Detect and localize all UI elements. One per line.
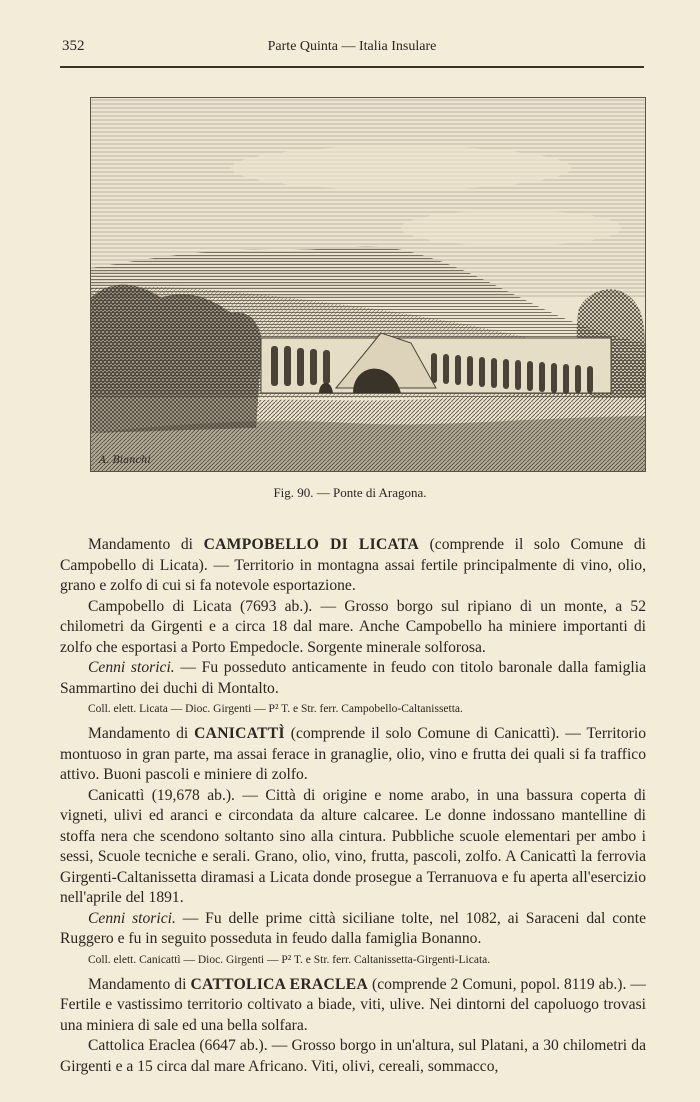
text-span: (comprende il solo Comune di Campobello di Licata). — Territorio in montagna assai fertile principalmente di vino, olio, grano e zolfo di cui si fa notevole esportazione. bbox=[60, 536, 646, 594]
paragraph-campobello-mandamento bbox=[60, 535, 646, 597]
text-span: — Fu delle prime città siciliane tolte, nel 1082, ai Saraceni dal conte Ruggero e fu in seguito posseduta in feudo dalla famiglia Bonanno. bbox=[60, 909, 646, 947]
engraver-signature: A. Bianchi bbox=[99, 455, 151, 466]
text-span: Mandamento di bbox=[88, 536, 204, 553]
paragraph-campobello-history bbox=[60, 658, 646, 699]
page-header bbox=[62, 38, 642, 58]
paragraph-cattolica-town: Cattolica Eraclea (6647 ab.). — Grosso borgo in un'altura, sul Platani, a 30 chilometri da Girgenti e a 15 circa dal mare Africano. Viti, olivi, cereali, sommacco, bbox=[60, 1037, 646, 1075]
page-number: 352 bbox=[62, 38, 85, 54]
paragraph-canicatti-mandamento bbox=[60, 724, 646, 786]
history-label: Cenni storici. bbox=[88, 659, 175, 676]
text-span: — Fu posseduto anticamente in feudo con titolo baronale dalla famiglia Sammartino dei duchi di Montalto. bbox=[60, 659, 646, 697]
aqueduct-bridge bbox=[261, 333, 611, 394]
place-name-heading: CATTOLICA ERACLEA bbox=[190, 975, 369, 993]
place-name-heading: CAMPOBELLO DI LICATA bbox=[203, 536, 420, 553]
paragraph-canicatti-town: Canicattì (19,678 ab.). — Città di origine e nome arabo, in una bassura coperta di vigneti, ulivi ed aranci e circondata da alture calcaree. Le donne indossano mantelline di stoffa nera che scendono soltanto sino alla cintura. Pubbliche scuole elementari per ambo i sessi, Scuole tecniche e serali. Grano, olio, vino, frutta, pascoli, zolfo. A Canicattì la ferrovia Girgenti-Caltanissetta diramasi a Licata donde prosegue a Terranuova e fu aperta all'esercizio nell'aprile del 1891. bbox=[60, 786, 646, 906]
text-span: (comprende 2 Comuni, popol. 8119 ab.). — Fertile e vastissimo territorio coltivato a biade, viti, ulive. Nei dintorni del capoluogo trovasi una miniera di sale ed una bella solfara. bbox=[60, 975, 646, 1034]
text-span: Mandamento di bbox=[88, 975, 191, 993]
history-label: Cenni storici. bbox=[88, 909, 176, 927]
text-span: (comprende il solo Comune di Canicattì). — Territorio montuoso in gran parte, ma assai ferace in granaglie, olio, vino e frutta dei quali si fa traffico attivo. Buoni pascoli e miniere di zolfo. bbox=[60, 725, 646, 783]
engraving-illustration bbox=[91, 98, 645, 471]
paragraph-canicatti-history bbox=[60, 909, 646, 950]
header-rule bbox=[60, 66, 644, 68]
note-canicatti: Coll. elett. Canicattì — Dioc. Girgenti — P² T. e Str. ferr. Caltanissetta-Girgenti-Licata. bbox=[88, 953, 491, 966]
engraving-ponte-di-aragona bbox=[90, 97, 646, 472]
note-campobello: Coll. elett. Licata — Dioc. Girgenti — P² T. e Str. ferr. Campobello-Caltanissetta. bbox=[88, 703, 463, 715]
text-span: Mandamento di bbox=[88, 725, 195, 742]
paragraph-cattolica-mandamento bbox=[60, 975, 646, 1037]
place-name-heading: CANICATTÌ bbox=[194, 725, 285, 742]
running-title: Parte Quinta — Italia Insulare bbox=[267, 39, 437, 54]
paragraph-campobello-town: Campobello di Licata (7693 ab.). — Grosso borgo sul ripiano di un monte, a 52 chilometri da Girgenti e a circa 18 dal mare. Anche Campobello ha miniere importanti di zolfo che esportasi a Porto Empedocle. Sorgente minerale solforosa. bbox=[60, 597, 646, 656]
figure-caption: Fig. 90. — Ponte di Aragona. bbox=[273, 485, 427, 500]
body-text bbox=[60, 535, 646, 1077]
